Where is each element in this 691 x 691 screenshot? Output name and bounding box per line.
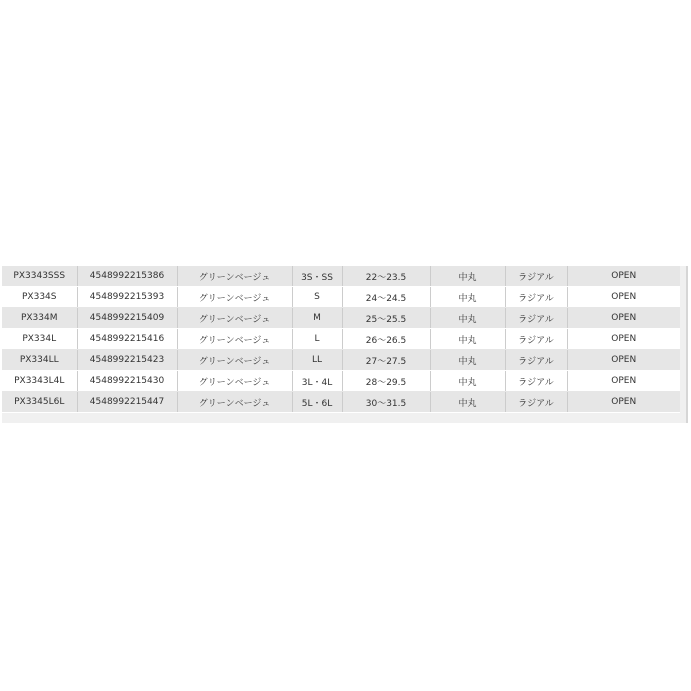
price-cell: OPEN <box>567 392 680 413</box>
price-cell: OPEN <box>567 329 680 350</box>
jan-code-cell: 4548992215416 <box>77 329 177 350</box>
product-code-cell: PX3343SSS <box>2 266 77 287</box>
closure-type-cell: ラジアル <box>505 392 567 413</box>
size-range-cell: 30～31.5 <box>342 392 430 413</box>
table-row <box>2 392 680 413</box>
size-cell: L <box>292 329 342 350</box>
price-cell: OPEN <box>567 287 680 308</box>
table-row <box>2 266 680 287</box>
jan-code-cell: 4548992215430 <box>77 371 177 392</box>
closure-type-cell: ラジアル <box>505 308 567 329</box>
product-code-cell: PX334S <box>2 287 77 308</box>
product-spec-table-frame <box>2 266 688 423</box>
toe-shape-cell: 中丸 <box>430 329 505 350</box>
color-cell: グリーンベージュ <box>177 287 292 308</box>
toe-shape-cell: 中丸 <box>430 266 505 287</box>
jan-code-cell: 4548992215409 <box>77 308 177 329</box>
size-range-cell: 28～29.5 <box>342 371 430 392</box>
closure-type-cell: ラジアル <box>505 266 567 287</box>
product-code-cell: PX334L <box>2 329 77 350</box>
toe-shape-cell: 中丸 <box>430 371 505 392</box>
price-cell: OPEN <box>567 371 680 392</box>
table-row <box>2 287 680 308</box>
price-cell: OPEN <box>567 350 680 371</box>
product-code-cell: PX3345L6L <box>2 392 77 413</box>
color-cell: グリーンベージュ <box>177 329 292 350</box>
jan-code-cell: 4548992215423 <box>77 350 177 371</box>
size-range-cell: 27～27.5 <box>342 350 430 371</box>
toe-shape-cell: 中丸 <box>430 392 505 413</box>
table-row <box>2 329 680 350</box>
jan-code-cell: 4548992215386 <box>77 266 177 287</box>
color-cell: グリーンベージュ <box>177 266 292 287</box>
price-cell: OPEN <box>567 266 680 287</box>
price-cell: OPEN <box>567 308 680 329</box>
product-spec-table <box>2 266 680 413</box>
color-cell: グリーンベージュ <box>177 371 292 392</box>
size-range-cell: 24～24.5 <box>342 287 430 308</box>
product-code-cell: PX3343L4L <box>2 371 77 392</box>
toe-shape-cell: 中丸 <box>430 287 505 308</box>
closure-type-cell: ラジアル <box>505 371 567 392</box>
size-cell: 3S・SS <box>292 266 342 287</box>
product-code-cell: PX334M <box>2 308 77 329</box>
jan-code-cell: 4548992215393 <box>77 287 177 308</box>
size-cell: 5L・6L <box>292 392 342 413</box>
size-range-cell: 22～23.5 <box>342 266 430 287</box>
size-cell: 3L・4L <box>292 371 342 392</box>
closure-type-cell: ラジアル <box>505 287 567 308</box>
color-cell: グリーンベージュ <box>177 308 292 329</box>
size-range-cell: 26～26.5 <box>342 329 430 350</box>
toe-shape-cell: 中丸 <box>430 308 505 329</box>
color-cell: グリーンベージュ <box>177 392 292 413</box>
table-row <box>2 371 680 392</box>
closure-type-cell: ラジアル <box>505 329 567 350</box>
size-cell: LL <box>292 350 342 371</box>
toe-shape-cell: 中丸 <box>430 350 505 371</box>
table-row <box>2 350 680 371</box>
closure-type-cell: ラジアル <box>505 350 567 371</box>
size-cell: S <box>292 287 342 308</box>
table-row <box>2 308 680 329</box>
product-code-cell: PX334LL <box>2 350 77 371</box>
size-cell: M <box>292 308 342 329</box>
jan-code-cell: 4548992215447 <box>77 392 177 413</box>
size-range-cell: 25～25.5 <box>342 308 430 329</box>
color-cell: グリーンベージュ <box>177 350 292 371</box>
